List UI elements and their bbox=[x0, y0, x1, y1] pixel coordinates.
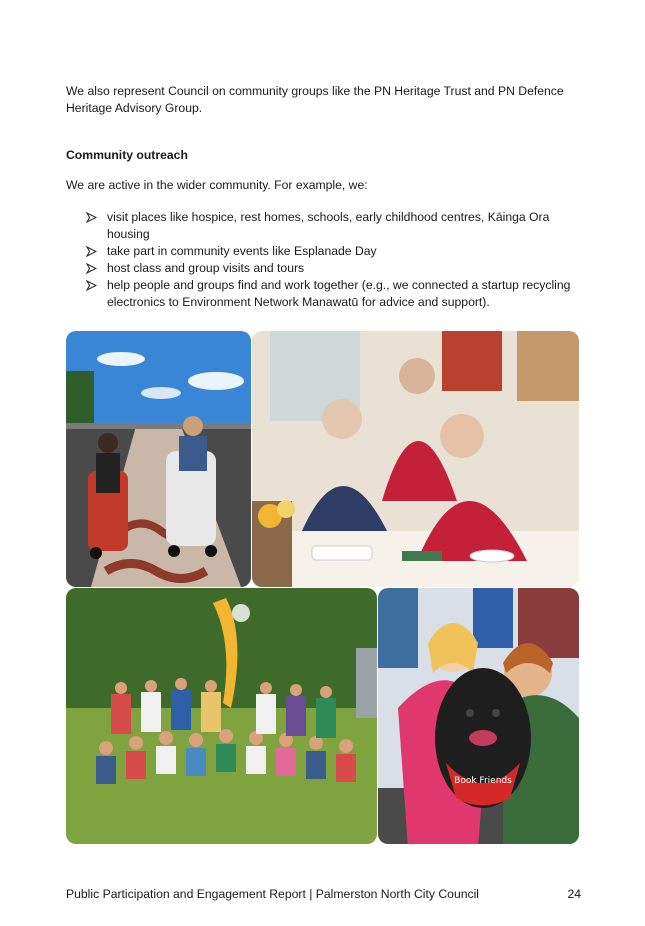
arrow-bullet-icon bbox=[86, 263, 97, 274]
bridge-scooter-photo bbox=[66, 331, 251, 587]
tea-gathering-photo bbox=[252, 331, 579, 587]
list-item-text: host class and group visits and tours bbox=[107, 261, 305, 275]
list-item bbox=[86, 209, 581, 243]
list-item-text: take part in community events like Esplanade Day bbox=[107, 244, 377, 258]
intro-paragraph: We also represent Council on community groups like the PN Heritage Trust and PN Defence Heritage Advisory Group. bbox=[66, 84, 564, 115]
list-item bbox=[86, 260, 581, 277]
page-number: 24 bbox=[567, 887, 581, 901]
section-heading: Community outreach bbox=[66, 148, 188, 162]
list-item bbox=[86, 277, 581, 311]
arrow-bullet-icon bbox=[86, 246, 97, 257]
outreach-list bbox=[86, 209, 581, 311]
list-item-text: visit places like hospice, rest homes, schools, early childhood centres, Kāinga Ora housing bbox=[107, 210, 550, 241]
lead-paragraph: We are active in the wider community. For example, we: bbox=[66, 178, 368, 192]
arrow-bullet-icon bbox=[86, 280, 97, 291]
school-group-photo bbox=[66, 588, 377, 844]
list-item-text: help people and groups find and work together (e.g., we connected a startup recycling electronics to Environment Network Manawatū for advice and support). bbox=[107, 278, 571, 309]
list-item bbox=[86, 243, 581, 260]
library-dog-photo bbox=[378, 588, 579, 844]
footer-title: Public Participation and Engagement Report | Palmerston North City Council bbox=[66, 887, 480, 901]
bandana-text: Book Friends bbox=[454, 776, 512, 786]
arrow-bullet-icon bbox=[86, 212, 97, 223]
